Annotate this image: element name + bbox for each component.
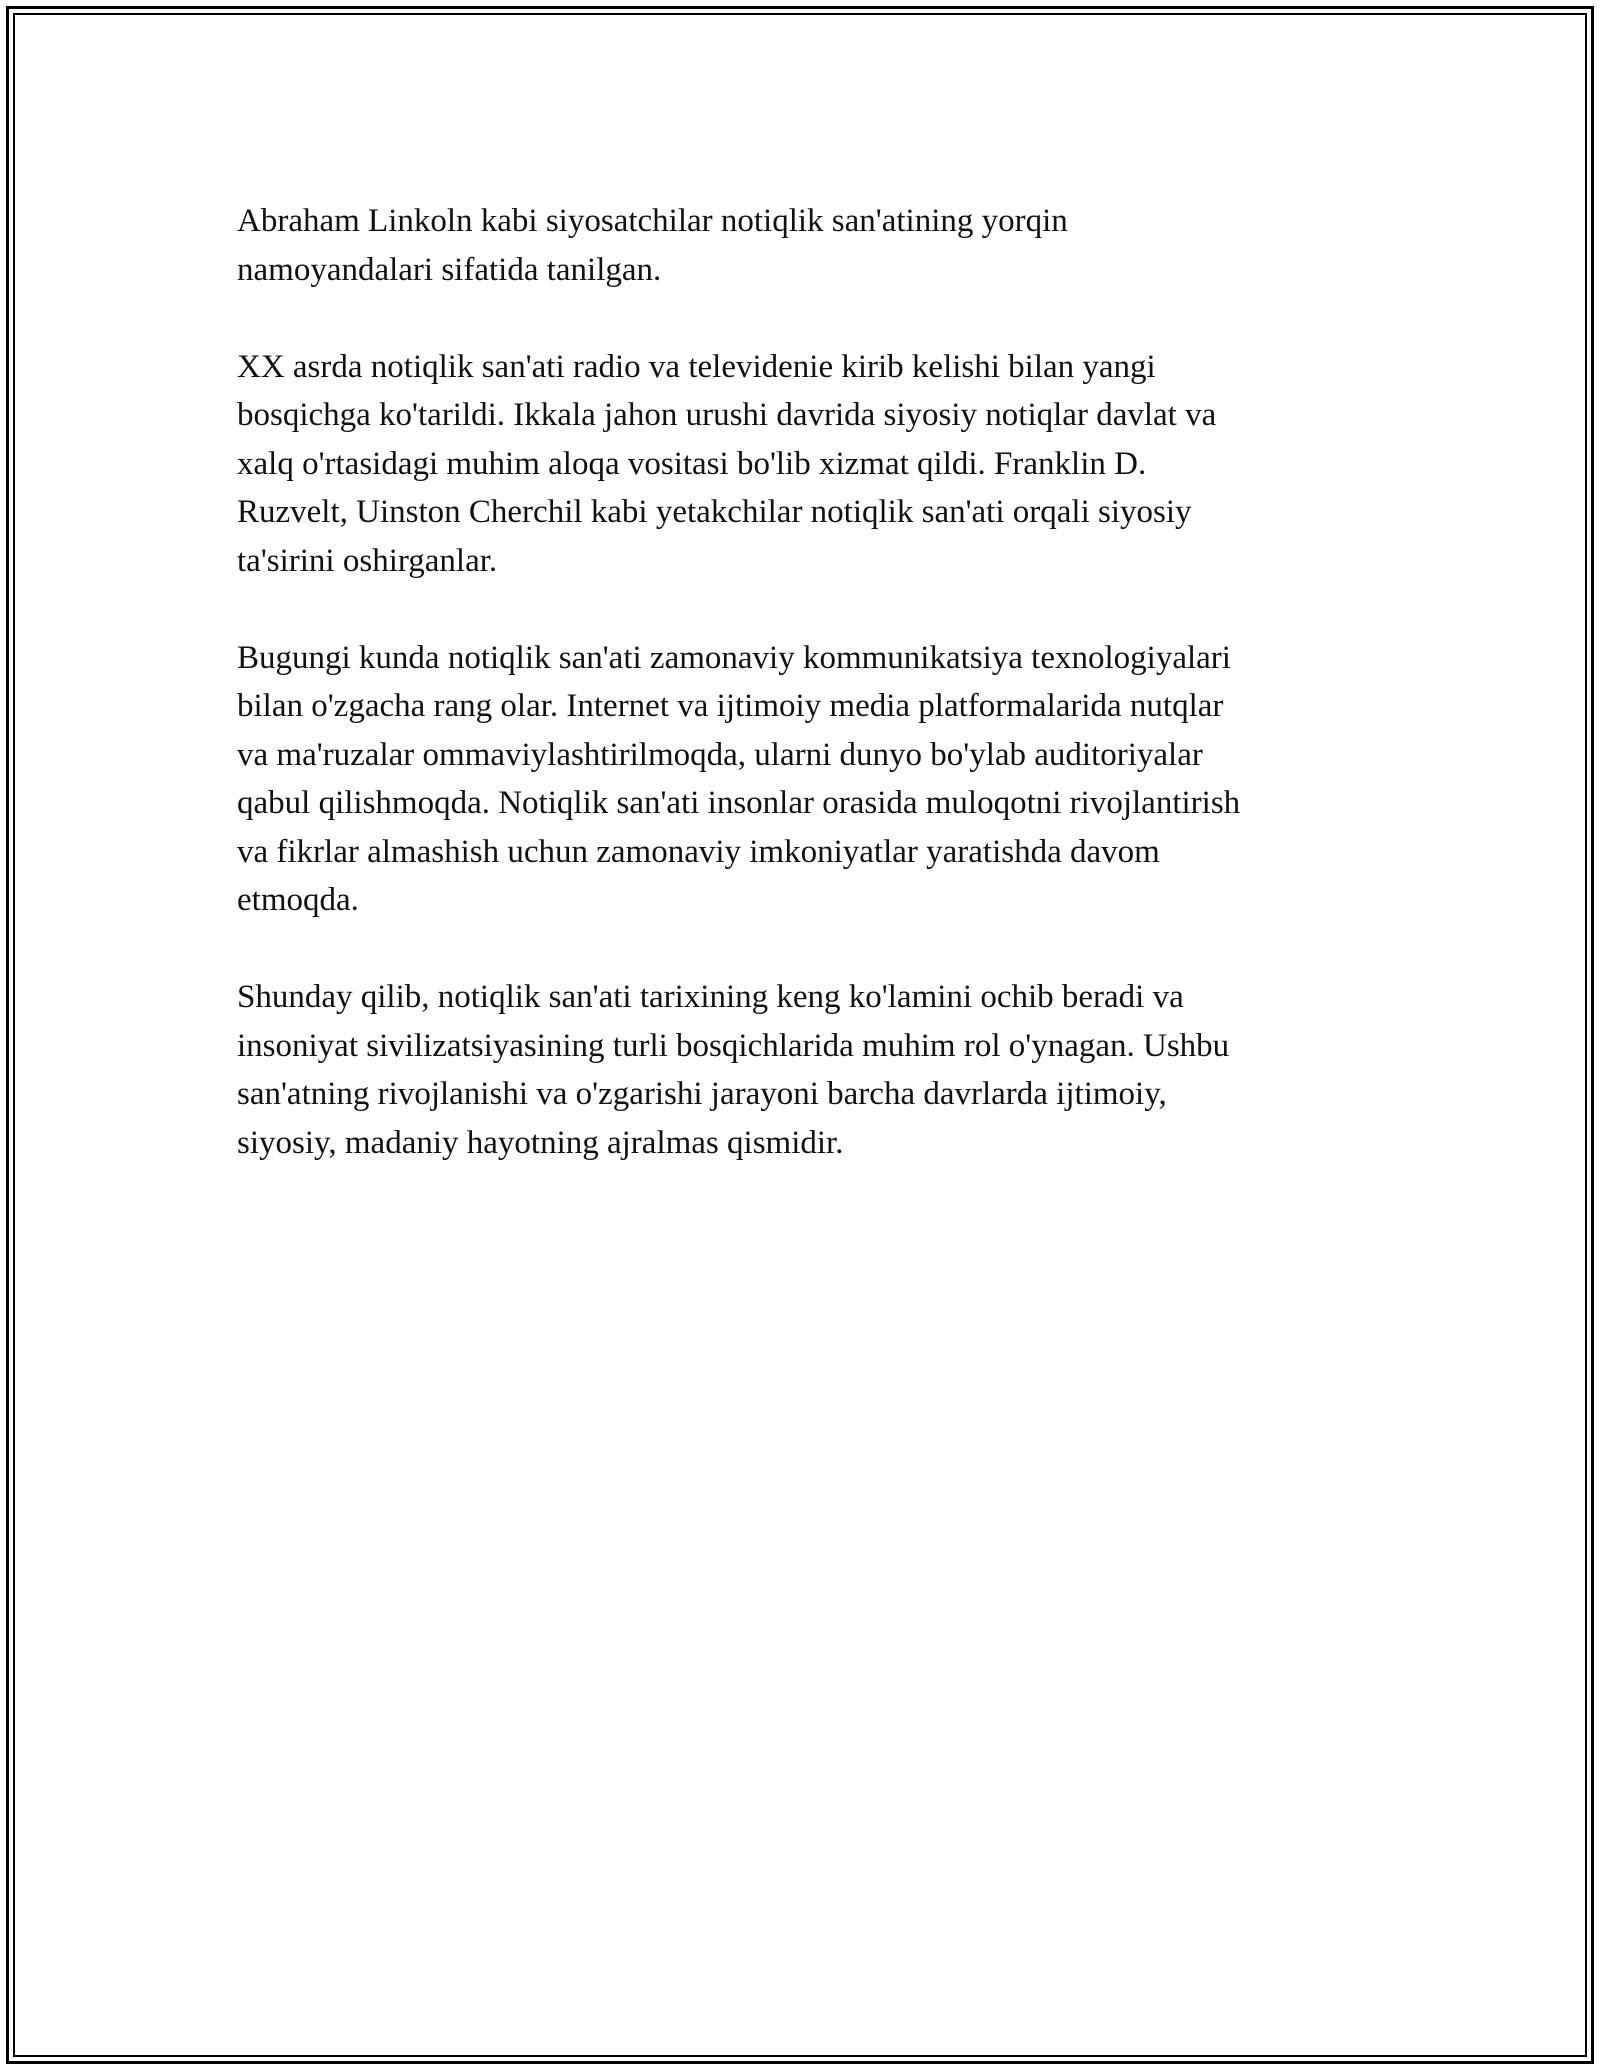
paragraph-line: Abraham Linkoln kabi siyosatchilar notiqlik san'atining yorqin: [237, 203, 1068, 239]
paragraph-4: [237, 973, 1377, 1167]
paragraph-line: ta'sirini oshirganlar.: [237, 542, 498, 579]
paragraph-line: bosqichga ko'tarildi. Ikkala jahon urushi davrida siyosiy notiqlar davlat va: [237, 397, 1217, 433]
paragraph-line: Ruzvelt, Uinston Cherchil kabi yetakchilar notiqlik san'ati orqali siyosiy: [237, 494, 1192, 530]
paragraph-line: Shunday qilib, notiqlik san'ati tarixining keng ko'lamini ochib beradi va: [237, 979, 1184, 1015]
paragraph-line: qabul qilishmoqda. Notiqlik san'ati insonlar orasida muloqotni rivojlantirish: [237, 785, 1241, 821]
page-border-inner: [13, 13, 1587, 2057]
document-body: [237, 197, 1377, 1216]
paragraph-line: etmoqda.: [237, 882, 359, 918]
paragraph-line: Bugungi kunda notiqlik san'ati zamonaviy kommunikatsiya texnologiyalari: [237, 639, 1231, 676]
paragraph-line: va ma'ruzalar ommaviylashtirilmoqda, ularni dunyo bo'ylab auditoriyalar: [237, 736, 1203, 773]
paragraph-line: namoyandalari sifatida tanilgan.: [237, 251, 662, 288]
paragraph-line: siyosiy, madaniy hayotning ajralmas qismidir.: [237, 1124, 844, 1161]
paragraph-line: va fikrlar almashish uchun zamonaviy imkoniyatlar yaratishda davom: [237, 833, 1160, 870]
paragraph-line: XX asrda notiqlik san'ati radio va televidenie kirib kelishi bilan yangi: [237, 348, 1156, 385]
paragraph-line: san'atning rivojlanishi va o'zgarishi jarayoni barcha davrlarda ijtimoiy,: [237, 1076, 1167, 1112]
paragraph-2: [237, 343, 1377, 586]
page-border: [6, 6, 1594, 2064]
paragraph-3: [237, 634, 1377, 925]
paragraph-line: xalq o'rtasidagi muhim aloqa vositasi bo'lib xizmat qildi. Franklin D.: [237, 445, 1147, 482]
paragraph-1: [237, 197, 1377, 294]
paragraph-line: insoniyat sivilizatsiyasining turli bosqichlarida muhim rol o'ynagan. Ushbu: [237, 1027, 1230, 1064]
paragraph-line: bilan o'zgacha rang olar. Internet va ijtimoiy media platformalarida nutqlar: [237, 688, 1224, 724]
